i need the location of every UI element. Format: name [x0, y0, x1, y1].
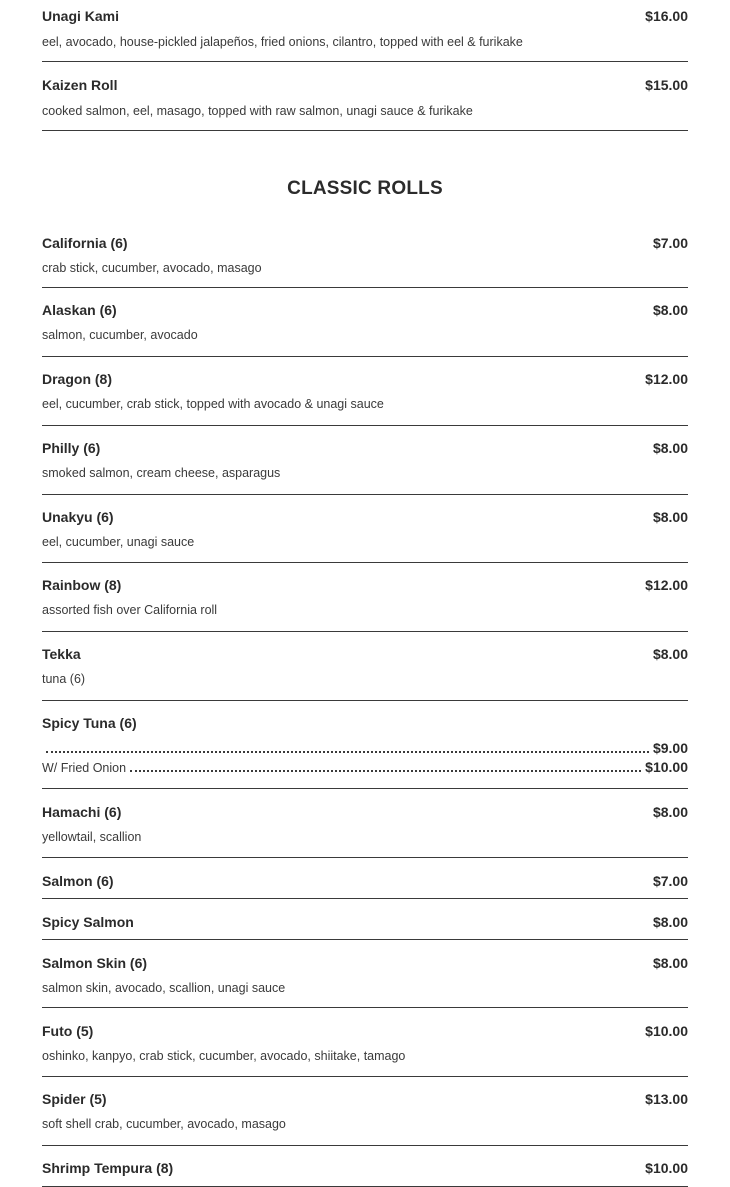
- menu-item-kaizen-roll: [42, 62, 688, 131]
- item-price: $8.00: [652, 804, 688, 820]
- variant-price: $9.00: [652, 740, 688, 756]
- item-name: Salmon (6): [42, 873, 114, 889]
- item-description: smoked salmon, cream cheese, asparagus: [42, 466, 281, 480]
- item-price: $8.00: [652, 302, 688, 318]
- item-description: assorted fish over California roll: [42, 603, 218, 617]
- item-description: oshinko, kanpyo, crab stick, cucumber, avocado, shiitake, tamago: [42, 1049, 406, 1063]
- item-price: $10.00: [645, 1160, 688, 1176]
- item-description: soft shell crab, cucumber, avocado, masago: [42, 1117, 286, 1131]
- item-price: $8.00: [652, 440, 688, 456]
- item-price: $12.00: [645, 371, 688, 387]
- item-name: Hamachi (6): [42, 804, 122, 820]
- variant-label: W/ Fried Onion: [42, 761, 127, 775]
- item-name: Spicy Salmon: [42, 914, 134, 930]
- item-name: California (6): [42, 235, 128, 251]
- item-description: eel, cucumber, unagi sauce: [42, 535, 195, 549]
- item-description: salmon, cucumber, avocado: [42, 328, 198, 342]
- item-description: cooked salmon, eel, masago, topped with raw salmon, unagi sauce & furikake: [42, 104, 473, 118]
- item-price: $7.00: [652, 235, 688, 251]
- item-description: tuna (6): [42, 672, 86, 686]
- menu-section-top: [42, 0, 688, 131]
- menu-item-tekka: [42, 632, 688, 701]
- section-title-classic-rolls: CLASSIC ROLLS: [287, 178, 443, 199]
- menu-item-hamachi: [42, 789, 688, 858]
- menu-item-unagi-kami: [42, 0, 688, 62]
- menu-item-futo: [42, 1008, 688, 1077]
- item-name: Salmon Skin (6): [42, 955, 148, 971]
- item-name: Shrimp Tempura (8): [42, 1160, 174, 1176]
- menu-item-philly: [42, 426, 688, 495]
- item-description: crab stick, cucumber, avocado, masago: [42, 261, 262, 275]
- menu-item-salmon: [42, 858, 688, 899]
- menu-item-spicy-tuna: [42, 701, 688, 789]
- item-price: $8.00: [652, 646, 688, 662]
- menu-item-dragon: [42, 357, 688, 426]
- menu-item-shrimp-tempura: [42, 1146, 688, 1187]
- item-name: Unakyu (6): [42, 509, 114, 525]
- item-name: Futo (5): [42, 1023, 94, 1039]
- item-name: Spicy Tuna (6): [42, 715, 137, 731]
- item-name: Dragon (8): [42, 371, 112, 387]
- item-description: salmon skin, avocado, scallion, unagi sauce: [42, 981, 286, 995]
- item-name: Tekka: [42, 646, 81, 662]
- item-price: $8.00: [652, 914, 688, 930]
- menu-item-salmon-skin: [42, 940, 688, 1008]
- item-name: Kaizen Roll: [42, 77, 118, 93]
- item-name: Spider (5): [42, 1091, 107, 1107]
- item-price: $8.00: [652, 509, 688, 525]
- item-name: Rainbow (8): [42, 577, 122, 593]
- item-price: $16.00: [645, 8, 688, 24]
- item-price: $12.00: [645, 577, 688, 593]
- item-name: Unagi Kami: [42, 8, 120, 24]
- item-price: $13.00: [645, 1091, 688, 1107]
- dot-leader: [46, 751, 649, 753]
- menu-item-rainbow: [42, 563, 688, 632]
- menu-item-spicy-salmon: [42, 899, 688, 940]
- item-price: $8.00: [652, 955, 688, 971]
- menu-item-california: [42, 220, 688, 288]
- item-name: Alaskan (6): [42, 302, 117, 318]
- menu-item-spider: [42, 1077, 688, 1146]
- variant-row: [42, 759, 688, 775]
- item-description: eel, cucumber, crab stick, topped with avocado & unagi sauce: [42, 397, 384, 411]
- item-price: $10.00: [645, 1023, 688, 1039]
- item-description: yellowtail, scallion: [42, 830, 142, 844]
- item-price: $7.00: [652, 873, 688, 889]
- item-name: Philly (6): [42, 440, 101, 456]
- variant-row: [42, 740, 688, 756]
- item-price: $15.00: [645, 77, 688, 93]
- variant-price: $10.00: [645, 759, 688, 775]
- menu-item-unakyu: [42, 495, 688, 563]
- menu-section-classic-rolls: [42, 220, 688, 1187]
- item-description: eel, avocado, house-pickled jalapeños, fried onions, cilantro, topped with eel & furikake: [42, 35, 523, 49]
- menu-item-alaskan: [42, 288, 688, 357]
- dot-leader: [130, 770, 641, 772]
